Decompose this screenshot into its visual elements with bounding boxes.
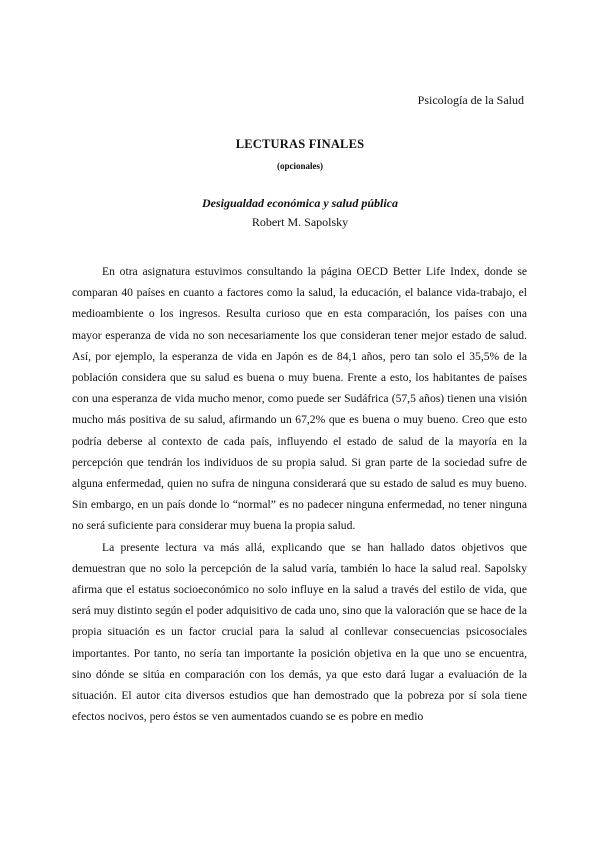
article-body [72, 261, 527, 727]
section-subtitle: (opcionales) [277, 161, 323, 171]
section-title: LECTURAS FINALES [235, 137, 365, 151]
article-title: Desigualdad económica y salud pública [202, 196, 398, 210]
body-paragraph: La presente lectura va más allá, explicando que se han hallado datos objetivos que demuestran que no solo la percepción de la salud varía, también lo hace la salud real. Sapolsky afirma que el estatus socioeconómico no solo influye en la salud a través del estilo de vida, que será muy distinto según el poder adquisitivo de cada uno, sino que la valoración que se hace de la propia situación es un factor crucial para la salud al conllevar consecuencias psicosociales importantes. Por tanto, no sería tan importante la posición objetiva en la que uno se encuentra, sino dónde se sitúa en comparación con los demás, ya que esto dará lugar a evaluación de la situación. El autor cita diversos estudios que han demostrado que la pobreza por sí sola tiene efectos nocivos, pero éstos se ven aumentados cuando se es pobre en medio [72, 540, 527, 724]
body-paragraph: En otra asignatura estuvimos consultando la página OECD Better Life Index, donde se comparan 40 países en cuanto a factores como la salud, la educación, el balance vida-trabajo, el medioambiente o los ingresos. Resulta curioso que en esta comparación, los países con una mayor esperanza de vida no son necesariamente los que consideran tener mejor estado de salud. Así, por ejemplo, la esperanza de vida en Japón es de 84,1 años, pero tan solo el 35,5% de la población considera que su salud es buena o muy buena. Frente a esto, los habitantes de países con una esperanza de vida mucho menor, como puede ser Sudáfrica (57,5 años) tienen una visión mucho más positiva de su salud, afirmando un 67,2% que es buena o muy bueno. Creo que esto podría deberse al contexto de cada país, influyendo el estado de salud de la mayoría en la percepción que tendrán los individuos de su propia salud. Si gran parte de la sociedad sufre de alguna enfermedad, quien no sufra de ninguna considerará que su estado de salud es muy bueno. Sin embargo, en un país donde lo “normal” es no padecer ninguna enfermedad, no tener ninguna no será suficiente para considerar muy buena la propia salud. [72, 265, 527, 533]
article-author: Robert M. Sapolsky [251, 215, 349, 229]
course-header: Psicología de la Salud [417, 93, 524, 107]
